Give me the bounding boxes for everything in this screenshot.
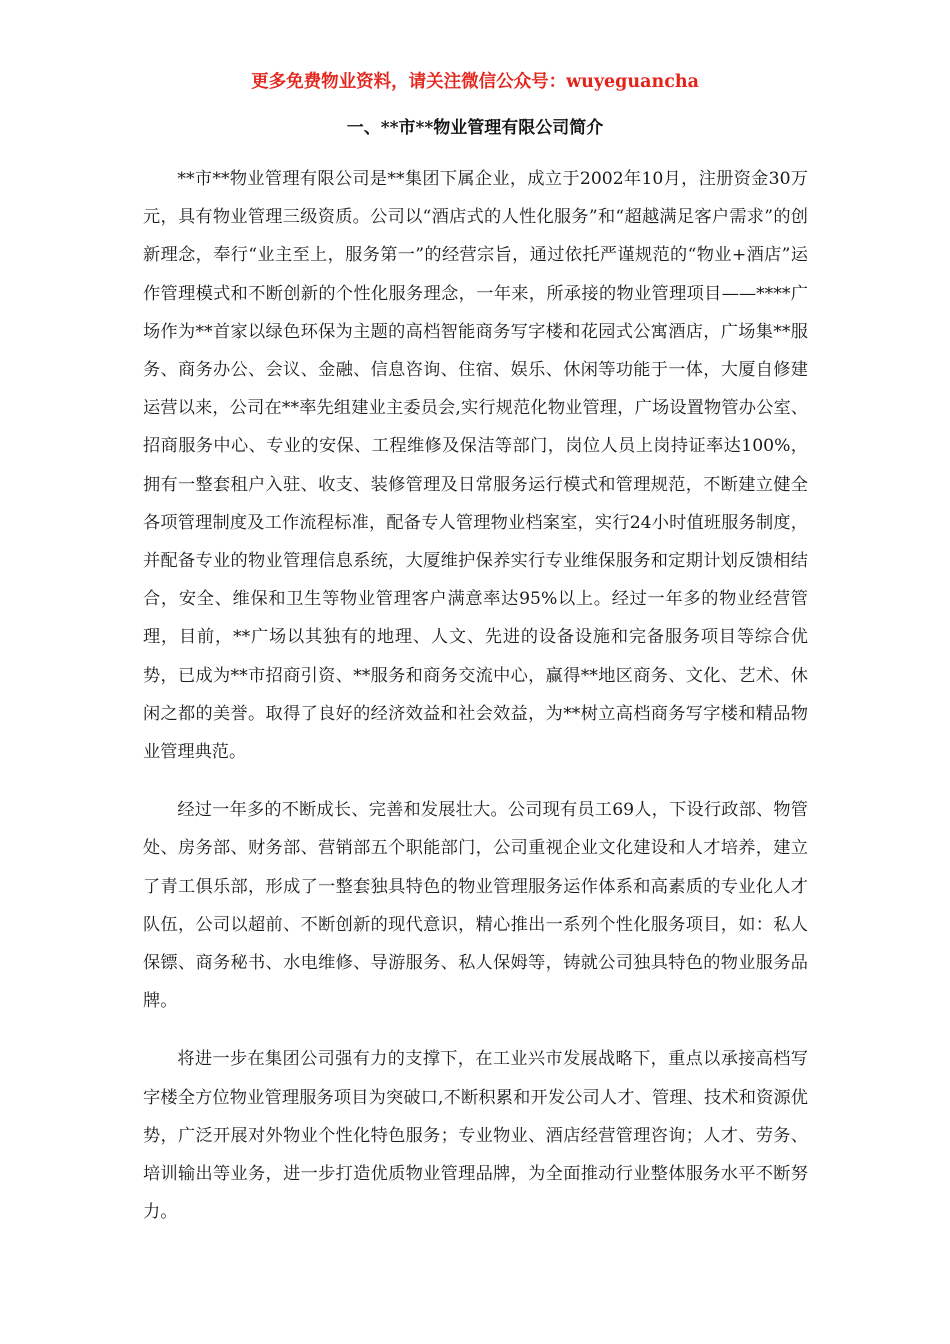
- paragraph-company-overview: **市**物业管理有限公司是**集团下属企业，成立于2002年10月，注册资金30万元，具有物业管理三级资质。公司以“酒店式的人性化服务”和“超越满足客户需求”的创新理念，奉行“业主至上，服务第一”的经营宗旨，通过依托严谨规范的“物业+酒店”运作管理模式和不断创新的个性化服务理念，一年来，所承接的物业管理项目——****广场作为**首家以绿色环保为主题的高档智能商务写字楼和花园式公寓酒店，广场集**服务、商务办公、会议、金融、信息咨询、住宿、娱乐、休闲等功能于一体，大厦自修建运营以来，公司在**率先组建业主委员会,实行规范化物业管理，广场设置物管办公室、招商服务中心、专业的安保、工程维修及保洁等部门，岗位人员上岗持证率达100%，拥有一整套租户入驻、收支、装修管理及日常服务运行模式和管理规范，不断建立健全各项管理制度及工作流程标准，配备专人管理物业档案室，实行24小时值班服务制度，并配备专业的物业管理信息系统，大厦维护保养实行专业维保服务和定期计划反馈相结合，安全、维保和卫生等物业管理客户满意率达95%以上。经过一年多的物业经营管理，目前，**广场以其独有的地理、人文、先进的设备设施和完备服务项目等综合优势，已成为**市招商引资、**服务和商务交流中心，赢得**地区商务、文化、艺术、休闲之都的美誉。取得了良好的经济效益和社会效益，为**树立高档商务写字楼和精品物业管理典范。: [143, 169, 808, 763]
- promo-banner: 更多免费物业资料，请关注微信公众号：wuyeguancha: [251, 72, 699, 92]
- paragraph-future-plan: 将进一步在集团公司强有力的支撑下，在工业兴市发展战略下，重点以承接高档写字楼全方位物业管理服务项目为突破口,不断积累和开发公司人才、管理、技术和资源优势，广泛开展对外物业个性化特色服务；专业物业、酒店经营管理咨询；人才、劳务、培训输出等业务，进一步打造优质物业管理品牌，为全面推动行业整体服务水平不断努力。: [143, 1049, 808, 1223]
- section-title: 一、**市**物业管理有限公司简介: [346, 118, 604, 138]
- paragraph-company-growth: 经过一年多的不断成长、完善和发展壮大。公司现有员工69人，下设行政部、物管处、房务部、财务部、营销部五个职能部门，公司重视企业文化建设和人才培养，建立了青工俱乐部，形成了一整套独具特色的物业管理服务运作体系和高素质的专业化人才队伍，公司以超前、不断创新的现代意识，精心推出一系列个性化服务项目，如：私人保镖、商务秘书、水电维修、导游服务、私人保姆等，铸就公司独具特色的物业服务品牌。: [143, 800, 808, 1012]
- document-body: [143, 160, 808, 1251]
